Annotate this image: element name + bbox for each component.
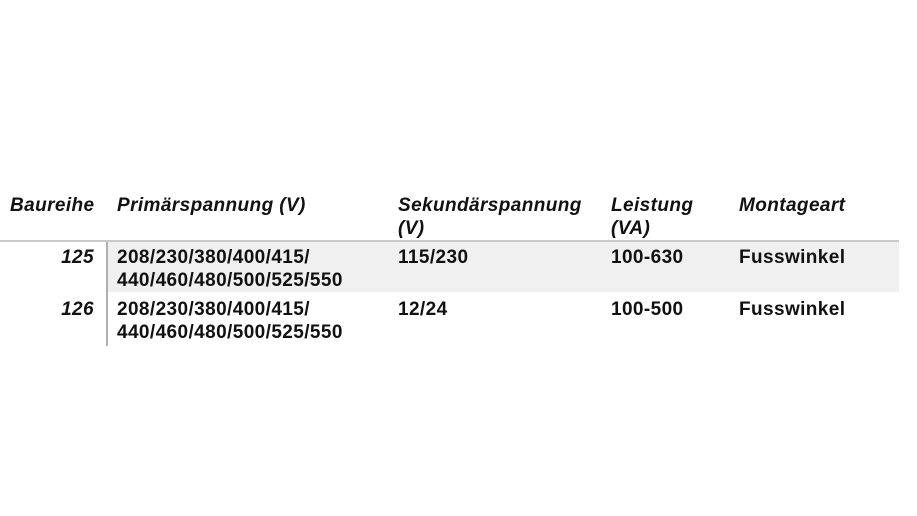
header-label: Primärspannung (V) [117, 195, 306, 216]
cell-baureihe-126: 126 [61, 299, 94, 320]
header-label-line2: (V) [398, 218, 425, 239]
header-cell-montageart [738, 190, 899, 240]
header-cell-primaerspannung [106, 190, 397, 240]
header-cell-baureihe [0, 190, 106, 240]
header-label-line1: Sekundärspannung [398, 195, 582, 216]
table-header-row [0, 190, 899, 242]
cell-baureihe-125: 125 [61, 247, 94, 268]
table-row-126 [0, 292, 899, 346]
primaerspannung-line2: 440/460/480/500/525/550 [117, 270, 343, 291]
header-label-line1: Leistung [611, 195, 694, 216]
primaerspannung-line1: 208/230/380/400/415/ [117, 299, 310, 320]
table-row-125 [0, 242, 899, 292]
primaerspannung-line2: 440/460/480/500/525/550 [117, 322, 343, 343]
header-cell-leistung [610, 190, 738, 240]
transformer-spec-table [0, 190, 899, 346]
cell-leistung-126: 100-500 [611, 299, 684, 320]
header-label-line2: (VA) [611, 218, 651, 239]
cell-primaerspannung-126 [106, 292, 397, 346]
primaerspannung-line1: 208/230/380/400/415/ [117, 247, 310, 268]
header-label: Baureihe [10, 195, 95, 216]
header-cell-sekundaerspannung [397, 190, 610, 240]
cell-sekundaerspannung-125: 115/230 [397, 242, 610, 292]
cell-montageart-126: Fusswinkel [739, 299, 846, 320]
cell-primaerspannung-125 [106, 242, 397, 292]
cell-montageart-125: Fusswinkel [738, 242, 899, 292]
cell-leistung-125: 100-630 [610, 242, 738, 292]
header-label: Montageart [739, 195, 846, 216]
cell-sekundaerspannung-126: 12/24 [398, 299, 448, 320]
